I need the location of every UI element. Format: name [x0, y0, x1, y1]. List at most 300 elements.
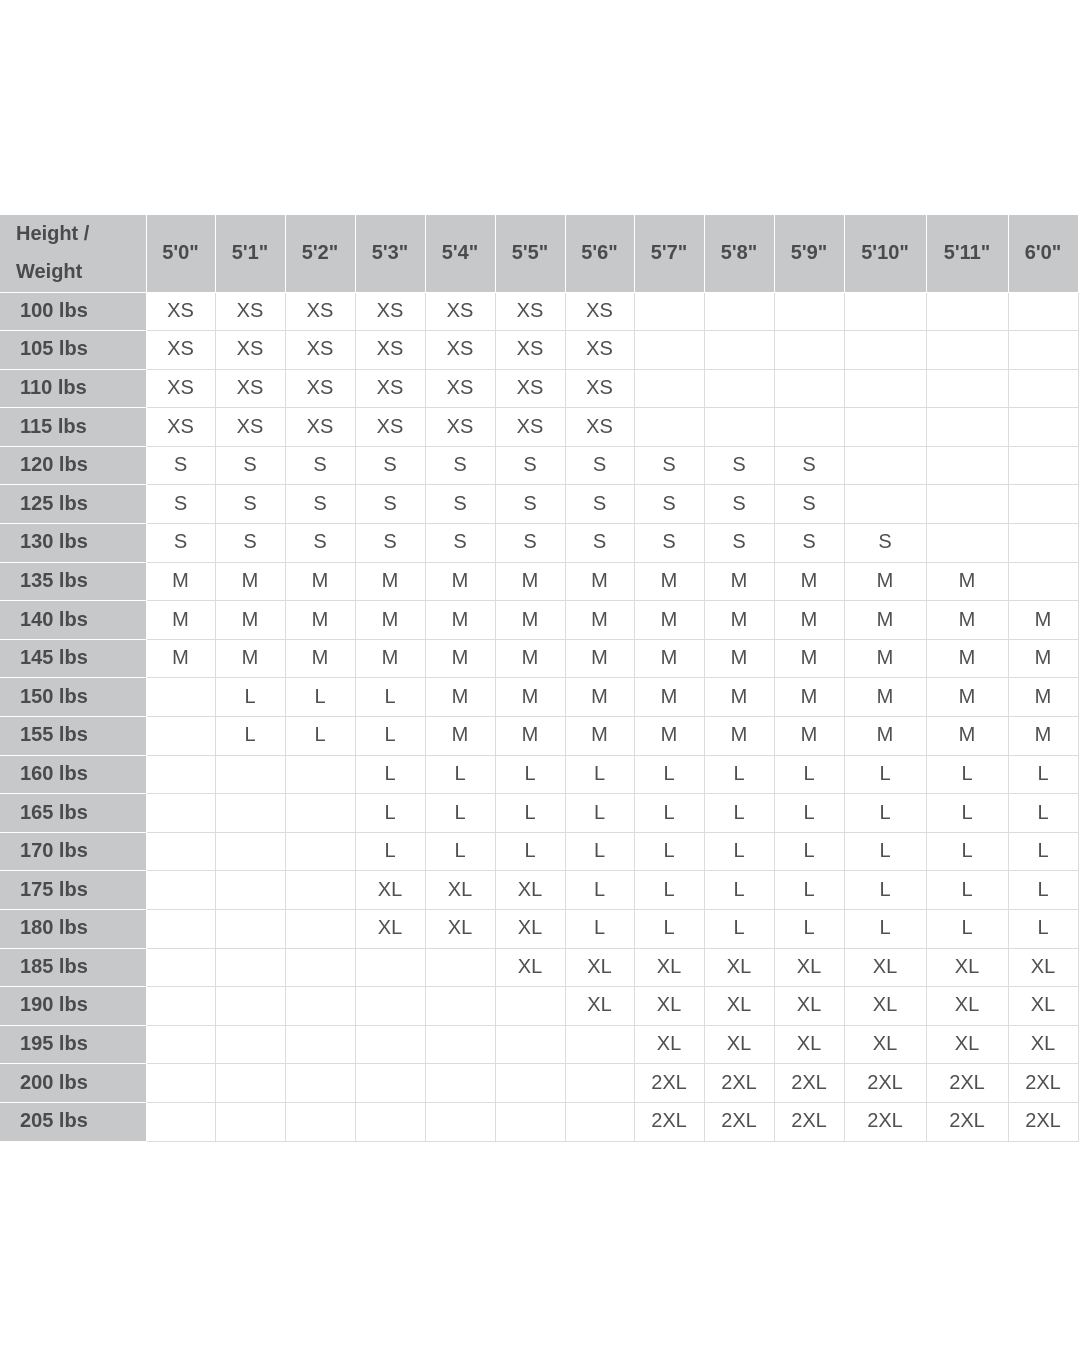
size-cell: [926, 446, 1008, 485]
size-cell: [215, 794, 285, 833]
size-cell: [634, 408, 704, 447]
corner-label-weight: Weight: [16, 261, 83, 284]
height-column-header: 5'5": [495, 215, 565, 292]
size-cell: M: [774, 601, 844, 640]
size-cell: XS: [565, 408, 634, 447]
size-cell: L: [1008, 910, 1078, 949]
size-cell: [355, 1064, 425, 1103]
size-cell: M: [774, 562, 844, 601]
size-cell: 2XL: [774, 1102, 844, 1141]
size-cell: XS: [215, 369, 285, 408]
size-cell: S: [425, 485, 495, 524]
weight-row-header: 160 lbs: [0, 755, 146, 794]
size-cell: XL: [926, 987, 1008, 1026]
size-cell: [215, 1025, 285, 1064]
size-cell: L: [565, 755, 634, 794]
size-cell: S: [565, 446, 634, 485]
table-row: [0, 1102, 1078, 1141]
size-cell: [704, 369, 774, 408]
size-cell: S: [844, 524, 926, 563]
weight-row-header: 110 lbs: [0, 369, 146, 408]
size-cell: M: [704, 717, 774, 756]
weight-row-header: 140 lbs: [0, 601, 146, 640]
size-cell: XS: [146, 331, 215, 370]
size-cell: XL: [1008, 1025, 1078, 1064]
height-column-header: 5'0": [146, 215, 215, 292]
size-cell: XS: [565, 331, 634, 370]
size-cell: M: [215, 562, 285, 601]
weight-row-header: 170 lbs: [0, 832, 146, 871]
size-cell: [1008, 562, 1078, 601]
size-cell: L: [285, 717, 355, 756]
size-cell: XL: [774, 1025, 844, 1064]
size-cell: XS: [425, 331, 495, 370]
size-cell: XS: [355, 331, 425, 370]
size-cell: L: [1008, 832, 1078, 871]
size-cell: [425, 987, 495, 1026]
size-cell: S: [425, 524, 495, 563]
size-cell: XL: [634, 1025, 704, 1064]
size-cell: M: [425, 717, 495, 756]
size-cell: M: [285, 601, 355, 640]
table-row: [0, 601, 1078, 640]
size-cell: XL: [704, 1025, 774, 1064]
size-cell: [285, 948, 355, 987]
size-cell: XS: [285, 408, 355, 447]
size-cell: S: [774, 446, 844, 485]
size-cell: XS: [565, 369, 634, 408]
table-row: [0, 524, 1078, 563]
weight-row-header: 205 lbs: [0, 1102, 146, 1141]
size-cell: [495, 1025, 565, 1064]
size-cell: [146, 910, 215, 949]
size-cell: S: [495, 524, 565, 563]
size-cell: L: [355, 794, 425, 833]
size-cell: L: [704, 832, 774, 871]
size-cell: [215, 755, 285, 794]
size-cell: M: [495, 717, 565, 756]
size-cell: [844, 446, 926, 485]
size-cell: [565, 1025, 634, 1064]
size-cell: L: [1008, 794, 1078, 833]
size-cell: S: [146, 524, 215, 563]
weight-row-header: 190 lbs: [0, 987, 146, 1026]
height-column-header: 5'2": [285, 215, 355, 292]
size-cell: XS: [215, 408, 285, 447]
size-cell: L: [1008, 755, 1078, 794]
table-row: [0, 987, 1078, 1026]
size-cell: [844, 369, 926, 408]
size-cell: M: [774, 639, 844, 678]
table-row: [0, 408, 1078, 447]
size-cell: XS: [495, 408, 565, 447]
size-cell: 2XL: [704, 1102, 774, 1141]
size-cell: XL: [565, 987, 634, 1026]
size-cell: M: [634, 562, 704, 601]
size-cell: L: [495, 755, 565, 794]
size-cell: S: [355, 446, 425, 485]
size-cell: XS: [215, 331, 285, 370]
size-cell: XL: [495, 871, 565, 910]
corner-label-height: Height /: [16, 223, 90, 246]
size-cell: [425, 1102, 495, 1141]
height-column-header: 5'1": [215, 215, 285, 292]
size-cell: 2XL: [704, 1064, 774, 1103]
size-cell: [926, 369, 1008, 408]
size-cell: S: [565, 524, 634, 563]
size-cell: M: [844, 678, 926, 717]
size-cell: M: [844, 562, 926, 601]
size-cell: [565, 1064, 634, 1103]
size-cell: S: [495, 485, 565, 524]
size-cell: S: [285, 524, 355, 563]
size-cell: M: [1008, 678, 1078, 717]
size-cell: M: [1008, 717, 1078, 756]
weight-row-header: 195 lbs: [0, 1025, 146, 1064]
size-cell: [285, 1025, 355, 1064]
size-cell: L: [844, 871, 926, 910]
size-cell: L: [355, 678, 425, 717]
size-cell: L: [704, 910, 774, 949]
corner-header: [0, 215, 146, 292]
height-column-header: 5'6": [565, 215, 634, 292]
size-cell: S: [215, 446, 285, 485]
size-cell: M: [425, 601, 495, 640]
size-cell: M: [495, 639, 565, 678]
table-row: [0, 485, 1078, 524]
size-cell: [926, 331, 1008, 370]
height-column-header: 5'4": [425, 215, 495, 292]
size-cell: XS: [355, 408, 425, 447]
size-cell: 2XL: [926, 1064, 1008, 1103]
size-cell: 2XL: [1008, 1102, 1078, 1141]
size-cell: M: [634, 639, 704, 678]
size-cell: XS: [146, 292, 215, 331]
weight-row-header: 115 lbs: [0, 408, 146, 447]
size-cell: M: [926, 639, 1008, 678]
size-cell: M: [704, 639, 774, 678]
table-row: [0, 292, 1078, 331]
size-cell: XS: [495, 369, 565, 408]
size-cell: XL: [355, 871, 425, 910]
size-cell: XL: [704, 948, 774, 987]
size-cell: [146, 1025, 215, 1064]
size-cell: L: [565, 871, 634, 910]
weight-row-header: 185 lbs: [0, 948, 146, 987]
size-cell: XS: [285, 369, 355, 408]
size-cell: [495, 1064, 565, 1103]
size-cell: S: [634, 524, 704, 563]
size-cell: S: [425, 446, 495, 485]
size-cell: M: [495, 562, 565, 601]
size-cell: S: [146, 446, 215, 485]
size-cell: [285, 987, 355, 1026]
size-cell: [215, 1064, 285, 1103]
size-cell: [146, 1064, 215, 1103]
weight-row-header: 105 lbs: [0, 331, 146, 370]
size-cell: M: [704, 601, 774, 640]
size-cell: M: [495, 601, 565, 640]
size-cell: L: [926, 794, 1008, 833]
size-cell: [285, 910, 355, 949]
size-cell: M: [926, 601, 1008, 640]
size-cell: L: [425, 832, 495, 871]
size-cell: [634, 292, 704, 331]
size-cell: M: [425, 678, 495, 717]
table-row: [0, 562, 1078, 601]
size-cell: M: [355, 639, 425, 678]
table-row: [0, 369, 1078, 408]
size-cell: L: [926, 755, 1008, 794]
size-cell: [215, 987, 285, 1026]
size-cell: [285, 794, 355, 833]
height-column-header: 6'0": [1008, 215, 1078, 292]
size-cell: XL: [565, 948, 634, 987]
size-cell: [215, 910, 285, 949]
size-cell: [926, 292, 1008, 331]
size-cell: S: [774, 485, 844, 524]
size-cell: 2XL: [634, 1064, 704, 1103]
table-row: [0, 832, 1078, 871]
size-cell: M: [1008, 639, 1078, 678]
size-cell: 2XL: [844, 1102, 926, 1141]
size-cell: L: [285, 678, 355, 717]
size-cell: [634, 331, 704, 370]
size-cell: S: [215, 485, 285, 524]
size-cell: L: [634, 871, 704, 910]
size-cell: S: [355, 524, 425, 563]
size-cell: [215, 1102, 285, 1141]
size-cell: L: [926, 910, 1008, 949]
weight-row-header: 145 lbs: [0, 639, 146, 678]
size-cell: [1008, 524, 1078, 563]
size-cell: XL: [774, 987, 844, 1026]
size-cell: L: [495, 794, 565, 833]
size-cell: XL: [704, 987, 774, 1026]
size-cell: [146, 832, 215, 871]
size-cell: S: [355, 485, 425, 524]
table-body: [0, 292, 1078, 1141]
size-cell: XL: [495, 948, 565, 987]
size-cell: [355, 987, 425, 1026]
size-cell: M: [146, 601, 215, 640]
size-cell: XS: [565, 292, 634, 331]
height-column-header: 5'8": [704, 215, 774, 292]
size-cell: [355, 948, 425, 987]
size-cell: XL: [425, 871, 495, 910]
size-cell: [146, 871, 215, 910]
size-cell: [704, 408, 774, 447]
size-cell: L: [774, 832, 844, 871]
size-cell: L: [844, 755, 926, 794]
table-row: [0, 678, 1078, 717]
size-cell: XL: [425, 910, 495, 949]
size-cell: XL: [844, 948, 926, 987]
size-cell: XS: [425, 292, 495, 331]
weight-row-header: 130 lbs: [0, 524, 146, 563]
size-cell: M: [425, 639, 495, 678]
size-cell: [1008, 446, 1078, 485]
size-cell: [565, 1102, 634, 1141]
size-cell: XL: [495, 910, 565, 949]
size-cell: [495, 1102, 565, 1141]
table-row: [0, 1064, 1078, 1103]
size-cell: L: [844, 794, 926, 833]
size-cell: L: [926, 832, 1008, 871]
size-cell: L: [495, 832, 565, 871]
size-cell: L: [215, 678, 285, 717]
size-cell: L: [704, 794, 774, 833]
size-cell: [926, 524, 1008, 563]
size-cell: XS: [355, 369, 425, 408]
size-cell: S: [146, 485, 215, 524]
size-cell: S: [285, 485, 355, 524]
size-cell: [1008, 369, 1078, 408]
size-cell: [146, 717, 215, 756]
size-cell: M: [495, 678, 565, 717]
size-cell: L: [844, 832, 926, 871]
table-row: [0, 794, 1078, 833]
height-column-header: 5'10": [844, 215, 926, 292]
size-cell: XL: [926, 1025, 1008, 1064]
size-cell: L: [634, 910, 704, 949]
weight-row-header: 175 lbs: [0, 871, 146, 910]
size-cell: L: [704, 755, 774, 794]
size-cell: L: [774, 755, 844, 794]
size-cell: M: [215, 601, 285, 640]
size-cell: [926, 408, 1008, 447]
size-cell: L: [926, 871, 1008, 910]
size-cell: [285, 832, 355, 871]
size-cell: L: [565, 832, 634, 871]
weight-row-header: 135 lbs: [0, 562, 146, 601]
size-cell: 2XL: [844, 1064, 926, 1103]
size-cell: [425, 948, 495, 987]
size-cell: [1008, 292, 1078, 331]
size-cell: L: [774, 794, 844, 833]
size-cell: XS: [425, 408, 495, 447]
size-cell: M: [634, 601, 704, 640]
size-cell: L: [355, 832, 425, 871]
table-row: [0, 871, 1078, 910]
size-cell: S: [704, 524, 774, 563]
weight-row-header: 100 lbs: [0, 292, 146, 331]
size-cell: L: [565, 910, 634, 949]
size-cell: M: [565, 717, 634, 756]
size-cell: S: [704, 446, 774, 485]
size-cell: M: [565, 562, 634, 601]
size-cell: M: [844, 639, 926, 678]
size-cell: L: [425, 794, 495, 833]
size-cell: S: [704, 485, 774, 524]
size-cell: [1008, 331, 1078, 370]
size-cell: S: [634, 446, 704, 485]
size-cell: [704, 292, 774, 331]
size-cell: M: [704, 562, 774, 601]
size-cell: XS: [285, 331, 355, 370]
weight-row-header: 165 lbs: [0, 794, 146, 833]
size-cell: [1008, 408, 1078, 447]
size-cell: XL: [844, 987, 926, 1026]
size-cell: XS: [146, 369, 215, 408]
size-cell: XS: [215, 292, 285, 331]
size-cell: L: [634, 794, 704, 833]
size-cell: XL: [1008, 948, 1078, 987]
size-cell: L: [704, 871, 774, 910]
size-cell: M: [285, 639, 355, 678]
size-cell: XL: [926, 948, 1008, 987]
size-cell: XS: [285, 292, 355, 331]
table-row: [0, 755, 1078, 794]
size-cell: [1008, 485, 1078, 524]
size-cell: [146, 755, 215, 794]
table-row: [0, 446, 1078, 485]
size-cell: M: [565, 639, 634, 678]
size-cell: M: [926, 717, 1008, 756]
weight-row-header: 180 lbs: [0, 910, 146, 949]
size-cell: XS: [425, 369, 495, 408]
size-cell: [215, 948, 285, 987]
size-cell: L: [634, 755, 704, 794]
table-row: [0, 948, 1078, 987]
size-cell: M: [774, 717, 844, 756]
weight-row-header: 155 lbs: [0, 717, 146, 756]
size-cell: L: [355, 755, 425, 794]
size-cell: L: [634, 832, 704, 871]
size-cell: [844, 331, 926, 370]
weight-row-header: 120 lbs: [0, 446, 146, 485]
size-cell: M: [425, 562, 495, 601]
size-cell: M: [285, 562, 355, 601]
table-row: [0, 331, 1078, 370]
size-cell: M: [926, 562, 1008, 601]
size-cell: L: [425, 755, 495, 794]
size-cell: S: [215, 524, 285, 563]
weight-row-header: 125 lbs: [0, 485, 146, 524]
size-cell: M: [844, 717, 926, 756]
size-cell: XS: [495, 331, 565, 370]
height-column-header: 5'11": [926, 215, 1008, 292]
size-cell: [704, 331, 774, 370]
size-cell: XL: [355, 910, 425, 949]
size-cell: L: [844, 910, 926, 949]
size-cell: S: [285, 446, 355, 485]
size-cell: [215, 871, 285, 910]
size-cell: [634, 369, 704, 408]
size-cell: [146, 948, 215, 987]
size-cell: M: [565, 678, 634, 717]
size-cell: S: [774, 524, 844, 563]
size-cell: [495, 987, 565, 1026]
size-cell: L: [774, 871, 844, 910]
table-header-row: [0, 215, 1078, 292]
size-cell: [425, 1064, 495, 1103]
weight-row-header: 200 lbs: [0, 1064, 146, 1103]
size-cell: [844, 408, 926, 447]
size-cell: [774, 331, 844, 370]
size-cell: 2XL: [774, 1064, 844, 1103]
size-cell: 2XL: [634, 1102, 704, 1141]
size-cell: XS: [355, 292, 425, 331]
table-row: [0, 717, 1078, 756]
size-cell: S: [634, 485, 704, 524]
height-column-header: 5'9": [774, 215, 844, 292]
size-chart-table: [0, 215, 1079, 1142]
table-row: [0, 639, 1078, 678]
size-cell: M: [704, 678, 774, 717]
size-cell: L: [215, 717, 285, 756]
size-cell: L: [565, 794, 634, 833]
